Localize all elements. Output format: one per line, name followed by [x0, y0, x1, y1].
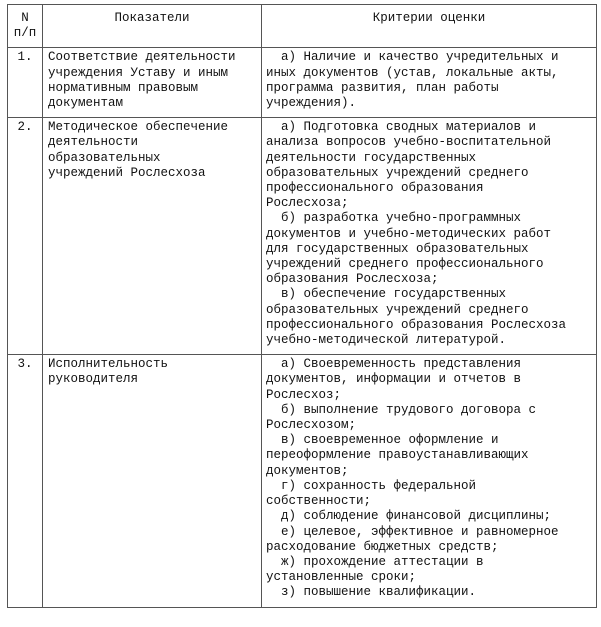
criteria-line: учреждения). [266, 96, 357, 111]
criteria-line: ж) прохождение аттестации в [266, 554, 484, 569]
criteria-line: б) выполнение трудового договора с [266, 402, 537, 417]
criteria-line: б) разработка учебно-программных [266, 211, 522, 226]
criteria-line: собственности; [266, 494, 372, 509]
indicator-line: нормативным правовым [48, 80, 199, 95]
criteria-line: г) сохранность федеральной [266, 478, 477, 493]
criteria-line: образовательных учреждений среднего [266, 302, 529, 317]
criteria-line: Рослесхозом; [266, 418, 357, 433]
indicator-line: документам [48, 96, 124, 111]
criteria-table [7, 4, 597, 608]
indicator-line: образовательных [48, 150, 161, 165]
header-criteria-label: Критерии оценки [372, 11, 486, 25]
indicator-line: Исполнительность [48, 357, 169, 372]
indicator-line: Соответствие деятельности [48, 50, 236, 65]
header-indicators [43, 5, 262, 48]
criteria-line: для государственных образовательных [266, 241, 529, 256]
criteria-line: Рослесхоз; [266, 387, 342, 402]
criteria-line: документов и учебно-методических работ [266, 226, 552, 241]
criteria-line: а) Подготовка сводных материалов и [266, 120, 537, 135]
criteria-line: з) повышение квалификации. [266, 585, 477, 600]
criteria-line: документов; [266, 463, 349, 478]
criteria-line: учебно-методической литературой. [266, 333, 507, 348]
criteria-line: образовательных учреждений среднего [266, 165, 529, 180]
table-row [8, 355, 597, 607]
row-criteria [262, 118, 597, 355]
table-header-row [8, 5, 597, 48]
criteria-line: профессионального образования Рослесхоза [266, 317, 567, 332]
criteria-line: а) Своевременность представления [266, 357, 522, 372]
row-criteria [262, 48, 597, 118]
row-criteria [262, 355, 597, 607]
header-number-line-2: п/п [13, 26, 37, 41]
criteria-line: документов, информации и отчетов в [266, 372, 522, 387]
criteria-line: деятельности государственных [266, 150, 477, 165]
row-number: 3. [8, 355, 43, 607]
criteria-line: д) соблюдение финансовой дисциплины; [266, 509, 552, 524]
header-criteria [262, 5, 597, 48]
row-indicator [43, 48, 262, 118]
table-row [8, 118, 597, 355]
criteria-line: иных документов (устав, локальные акты, [266, 65, 559, 80]
criteria-line: Рослесхоза; [266, 196, 349, 211]
criteria-line: программа развития, план работы [266, 80, 499, 95]
criteria-line: е) целевое, эффективное и равномерное [266, 524, 559, 539]
criteria-line: в) обеспечение государственных [266, 287, 507, 302]
indicator-line: Методическое обеспечение [48, 120, 229, 135]
row-number: 2. [8, 118, 43, 355]
header-number-line-1: N [21, 11, 29, 25]
row-indicator [43, 355, 262, 607]
indicator-line: деятельности [48, 135, 139, 150]
row-number: 1. [8, 48, 43, 118]
indicator-line: руководителя [48, 372, 139, 387]
criteria-line: образования Рослесхоза; [266, 272, 439, 287]
criteria-line: переоформление правоустанавливающих [266, 448, 529, 463]
header-number [8, 5, 43, 48]
criteria-line: в) своевременное оформление и [266, 433, 499, 448]
table-row [8, 48, 597, 118]
indicator-line: учреждения Уставу и иным [48, 65, 229, 80]
indicator-line: учреждений Рослесхоза [48, 165, 206, 180]
table-body [8, 48, 597, 607]
criteria-line: анализа вопросов учебно-воспитательной [266, 135, 552, 150]
criteria-line: учреждений среднего профессионального [266, 257, 544, 272]
criteria-line: профессионального образования [266, 181, 484, 196]
header-indicators-label: Показатели [114, 11, 190, 25]
row-indicator [43, 118, 262, 355]
criteria-line: установленные сроки; [266, 570, 417, 585]
criteria-line: а) Наличие и качество учредительных и [266, 50, 559, 65]
criteria-document [7, 4, 596, 608]
criteria-line: расходование бюджетных средств; [266, 539, 499, 554]
